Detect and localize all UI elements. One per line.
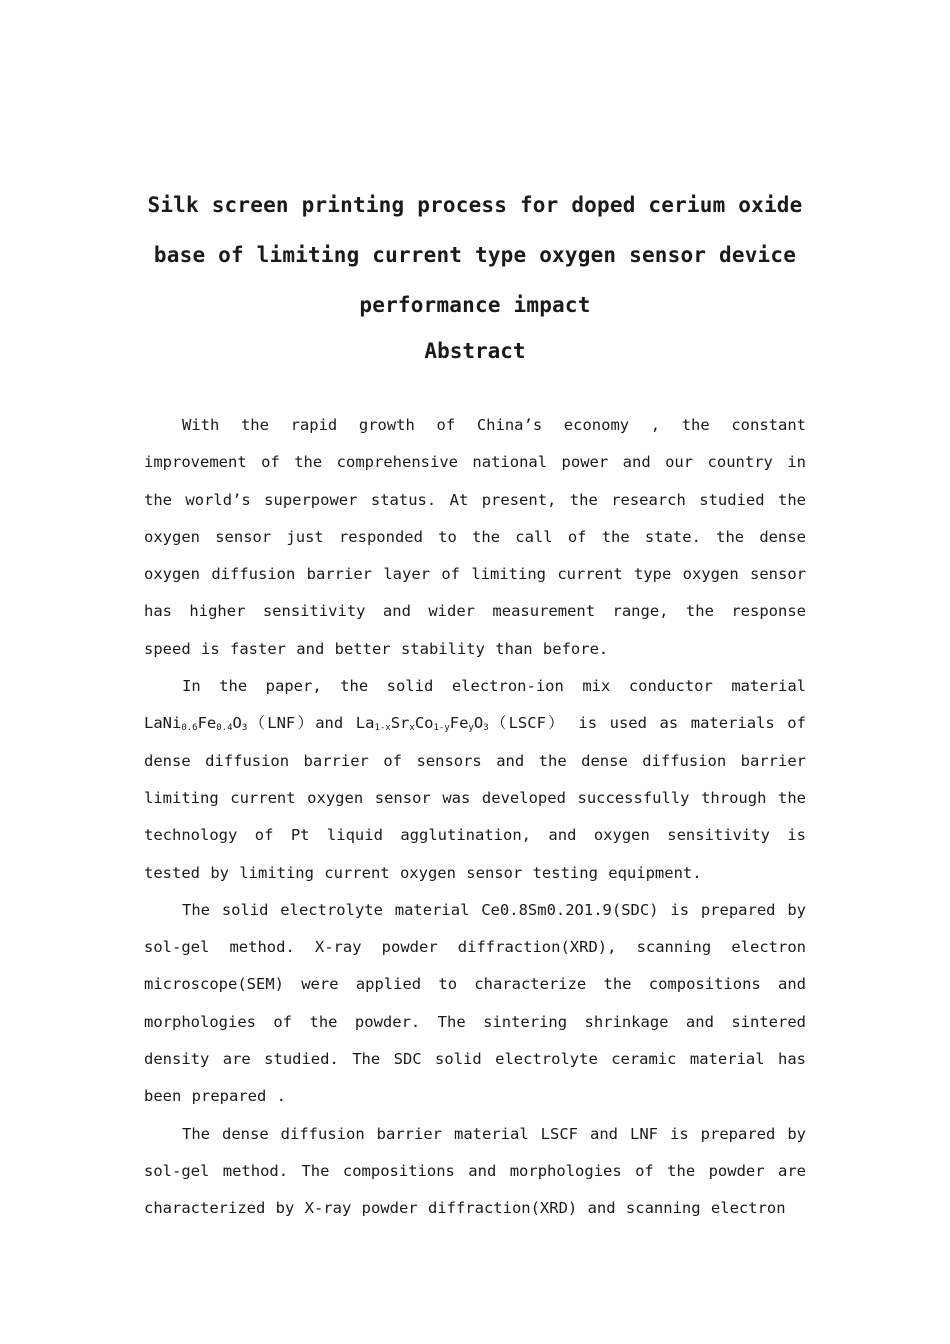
lscf-part-sr: Sr: [390, 714, 410, 733]
lnf-sub-o: 3: [241, 723, 248, 734]
lscf-label: （LSCF）: [488, 714, 566, 733]
lscf-sub-la: 1-x: [374, 723, 391, 734]
lnf-label: （LNF）: [247, 714, 316, 733]
paper-title: [144, 180, 806, 330]
lscf-part-la: La: [355, 714, 375, 733]
p2-intro: In the paper, the solid electron-ion mix conductor material: [182, 677, 806, 696]
abstract-paragraph-3: The solid electrolyte material Ce0.8Sm0.2O1.9(SDC) is prepared by sol-gel method. X-ray powder diffraction(XRD), scanning electron microscope(SEM) were applied to characterize the compositions and morphologies of the powder. The sintering shrinkage and sintered density are studied. The SDC solid electrolyte ceramic material has been prepared .: [144, 900, 806, 1106]
lnf-formula: [144, 714, 247, 732]
title-line-2: base of limiting current type oxygen sensor device: [153, 243, 797, 267]
lnf-sub-fe: 0.4: [216, 723, 233, 734]
p2-rest: is used as materials of dense diffusion barrier of sensors and the dense diffusion barrier limiting current oxygen sensor was developed successfully through the technology of Pt liquid agglutination, and oxygen sensitivity is tested by limiting current oxygen sensor testing equipment.: [144, 714, 806, 882]
title-line-3: performance impact: [359, 293, 591, 317]
lnf-part-lani: LaNi: [144, 714, 182, 733]
lscf-sub-co: 1-y: [433, 723, 450, 734]
abstract-paragraph-2: [144, 668, 806, 892]
lscf-sub-sr: x: [409, 723, 415, 734]
lscf-sub-fe: y: [468, 723, 474, 734]
lscf-sub-o: 3: [483, 723, 489, 734]
lscf-part-co: Co: [414, 714, 434, 733]
abstract-heading: Abstract: [424, 339, 526, 363]
lscf-part-fe: Fe: [449, 714, 469, 733]
lscf-formula: [356, 714, 489, 732]
abstract-body: [144, 407, 806, 1228]
title-line-1: Silk screen printing process for doped cerium oxide: [147, 193, 803, 217]
p2-and: and: [315, 714, 344, 733]
lscf-part-o: O: [473, 714, 484, 733]
abstract-paragraph-1: With the rapid growth of China’s economy , the constant improvement of the comprehensive national power and our country in the world’s superpower status. At present, the research studied the oxygen sensor just responded to the call of the state. the dense oxygen diffusion barrier layer of limiting current type oxygen sensor has higher sensitivity and wider measurement range, the response speed is faster and better stability than before.: [144, 416, 806, 658]
lnf-part-fe: Fe: [197, 714, 217, 733]
lnf-sub-ni: 0.6: [181, 723, 198, 734]
abstract-paragraph-4: The dense diffusion barrier material LSCF and LNF is prepared by sol-gel method. The compositions and morphologies of the powder are characterized by X-ray powder diffraction(XRD) and scanning electron: [144, 1124, 806, 1218]
lnf-part-o: O: [232, 714, 242, 733]
